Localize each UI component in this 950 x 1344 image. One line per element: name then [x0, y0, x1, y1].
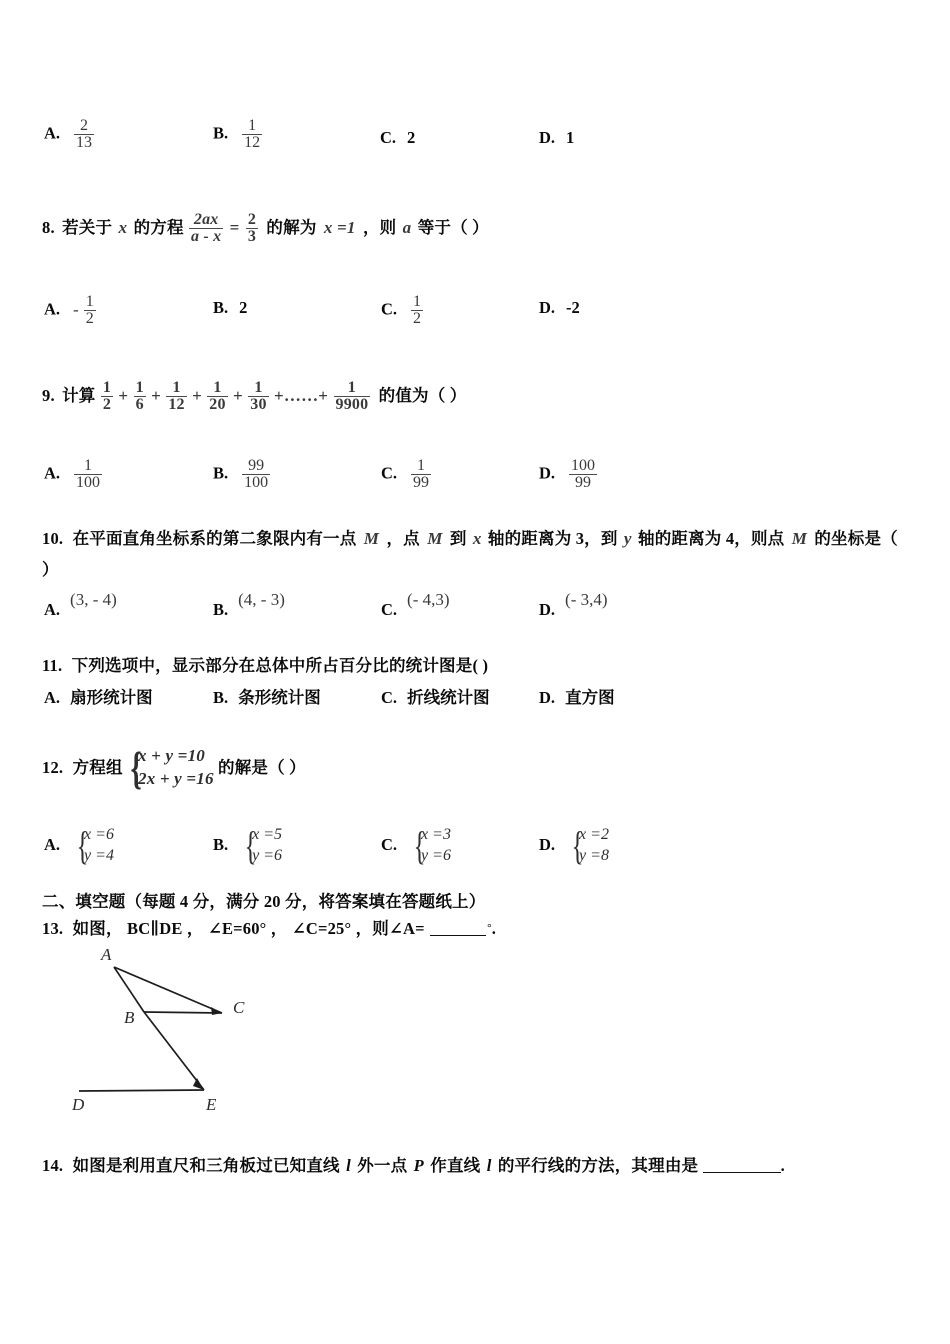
q9-term-1: [101, 380, 113, 414]
option-d-q8[interactable]: [539, 298, 580, 318]
option-d-value: -2: [566, 298, 580, 317]
fraction-denominator: 100: [76, 474, 101, 492]
figure-svg: [50, 945, 310, 1135]
fraction-numerator: 1: [254, 379, 263, 396]
fraction-denominator: 3: [247, 228, 257, 246]
option-a-q11[interactable]: [44, 684, 153, 708]
question-13-text-1: 如图，: [72, 919, 123, 938]
fraction-numerator: 1: [417, 457, 426, 474]
segment-de: [79, 1090, 204, 1091]
option-a-label: A.: [44, 688, 61, 707]
option-d-system: { x =2 y =8: [571, 822, 609, 868]
fraction-numerator: 1: [413, 293, 422, 310]
question-8-rhs-fraction: [246, 212, 258, 246]
question-10-text-5: 轴的距离为 4，则点: [638, 529, 785, 548]
option-a-fraction: [74, 458, 102, 492]
option-d-q12[interactable]: [539, 822, 609, 868]
line-l-1: l: [346, 1156, 351, 1175]
question-9-text-1: 计算: [62, 386, 96, 406]
question-14-stem: [42, 1152, 785, 1176]
question-14-text-4: 的平行线的方法，其理由是: [497, 1156, 699, 1175]
question-10-stem-line2: ）: [42, 560, 59, 579]
system-line-2: y =4: [84, 846, 114, 864]
question-9-number: 9.: [42, 386, 55, 406]
figure-label-b: B: [124, 1008, 135, 1027]
question-8-var-a: a: [402, 218, 412, 238]
option-b-q10[interactable]: [213, 590, 285, 620]
option-c-q10[interactable]: [381, 590, 450, 620]
option-d-label: D.: [539, 834, 556, 854]
option-d-q11[interactable]: [539, 684, 615, 708]
option-d-label: D.: [539, 600, 556, 619]
question-9-stem: [42, 380, 466, 414]
option-a-q7[interactable]: [44, 118, 95, 152]
option-b-system: { x =5 y =6: [244, 822, 283, 868]
question-14-text-3: 作直线: [430, 1156, 481, 1175]
question-13-text-3: ，: [270, 919, 288, 938]
option-b-label: B.: [213, 123, 229, 143]
question-11-text: 下列选项中，显示部分在总体中所占百分比的统计图是( ): [71, 656, 489, 675]
fraction-denominator: 13: [76, 134, 93, 152]
question-10-text-1: 在平面直角坐标系的第二象限内有一点: [72, 529, 357, 548]
fraction-numerator: 2: [80, 117, 89, 134]
degree-symbol: °: [487, 922, 492, 934]
option-a-q9[interactable]: [44, 458, 103, 492]
option-b-fraction: [242, 118, 262, 152]
question-12-stem: [42, 741, 306, 793]
question-14-answer-blank[interactable]: [703, 1156, 781, 1173]
option-d-value: (- 3,4): [565, 590, 608, 609]
fraction-numerator: 2ax: [193, 211, 219, 228]
section-2-heading: 二、填空题（每题 4 分，满分 20 分，将答案填在答题纸上）: [42, 892, 486, 911]
fraction-numerator: 2: [247, 211, 257, 228]
question-13-angle-e: ∠E=60°: [207, 919, 267, 938]
question-13-angle-c: ∠C=25°: [291, 919, 352, 938]
fraction-denominator: 12: [168, 396, 185, 414]
fraction-denominator: 2: [85, 310, 94, 328]
point-p: P: [413, 1156, 424, 1175]
plus-sign: +: [233, 386, 243, 406]
option-b-value: (4, - 3): [238, 590, 285, 609]
q9-term-4: [207, 380, 227, 414]
option-a-q12[interactable]: [44, 822, 114, 868]
question-10-text-4: 轴的距离为 3，到: [487, 529, 618, 548]
option-b-label: B.: [213, 834, 229, 854]
question-10-text-2: ，点: [386, 529, 420, 548]
system-equation-1: x + y =10: [138, 746, 205, 765]
fraction-denominator: 6: [135, 396, 144, 414]
system-line-1: x =6: [84, 826, 114, 843]
option-c-fraction: [411, 458, 431, 492]
option-b-value: 2: [239, 298, 248, 317]
option-c-q9[interactable]: [381, 458, 432, 492]
option-c-q11[interactable]: [381, 684, 490, 708]
option-b-q9[interactable]: [213, 458, 271, 492]
option-b-label: B.: [213, 463, 229, 483]
option-b-q11[interactable]: [213, 684, 321, 708]
q9-last-term: [334, 380, 371, 414]
segment-be: [144, 1012, 204, 1090]
system-line-2: y =6: [252, 846, 283, 864]
system-line-1: x =5: [252, 826, 283, 843]
option-d-label: D.: [539, 128, 556, 147]
option-d-value: 直方图: [565, 688, 615, 707]
option-c-fraction: [411, 294, 423, 328]
question-14-period: .: [780, 1156, 785, 1175]
fraction-numerator: 1: [248, 117, 257, 134]
fraction-denominator: 9900: [335, 396, 369, 414]
figure-label-c: C: [233, 998, 245, 1017]
option-a-label: A.: [44, 463, 61, 483]
question-8-lhs-fraction: [189, 212, 223, 246]
question-8-text-1: 若关于: [62, 218, 113, 238]
plus-sign: +: [192, 386, 202, 406]
option-a-label: A.: [44, 299, 61, 319]
fraction-denominator: 20: [209, 396, 226, 414]
figure-label-a: A: [101, 945, 112, 964]
point-m-3: M: [791, 529, 808, 548]
option-b-value: 条形统计图: [238, 688, 321, 707]
question-13-text-4: ，则∠A=: [355, 919, 425, 938]
segment-bc: [144, 1012, 222, 1013]
figure-label-e: E: [206, 1095, 217, 1114]
fraction-denominator: a - x: [191, 228, 222, 246]
option-d-label: D.: [539, 298, 556, 317]
option-d-fraction: [569, 458, 597, 492]
option-b-q12[interactable]: [213, 822, 283, 868]
question-13-text-2: ，: [186, 919, 204, 938]
q9-ellipsis: +……+: [273, 386, 329, 406]
question-13-answer-blank[interactable]: [430, 919, 486, 936]
q9-term-2: [134, 380, 146, 414]
system-line-1: x =3: [421, 826, 451, 843]
question-11-stem: [42, 652, 488, 676]
plus-sign: +: [118, 386, 129, 406]
question-10-text-3: M: [427, 529, 443, 548]
question-10-stem-line1: [42, 525, 898, 549]
option-a-value: (3, - 4): [70, 590, 117, 609]
question-13-stem: [42, 915, 496, 939]
option-c-label: C.: [381, 834, 398, 854]
fraction-denominator: 30: [250, 396, 267, 414]
question-14-text-2: 外一点: [357, 1156, 408, 1175]
option-c-q8[interactable]: [381, 294, 424, 328]
fraction-denominator: 12: [244, 134, 261, 152]
option-b-label: B.: [213, 600, 229, 619]
question-9-text-2: 的值为（ ）: [378, 386, 467, 406]
question-8-stem: [42, 212, 489, 246]
fraction-denominator: 99: [569, 474, 597, 491]
fraction-numerator: 1: [102, 379, 112, 396]
axis-y: y: [623, 529, 632, 548]
fraction-numerator: 1: [347, 379, 356, 396]
question-13-number: 13.: [42, 919, 64, 938]
question-8-text-4: ，则: [362, 218, 397, 238]
option-b-fraction: [242, 458, 270, 492]
question-12-text-1: 方程组: [72, 758, 123, 778]
option-a-label: A.: [44, 123, 61, 143]
option-c-q12[interactable]: [381, 822, 451, 868]
figure-label-d: D: [72, 1095, 85, 1114]
system-line-2: y =6: [421, 846, 451, 864]
system-line-1: x =2: [579, 826, 609, 843]
option-b-label: B.: [213, 688, 229, 707]
system-line-2: y =8: [579, 846, 609, 864]
question-8-text-2: 的方程: [133, 218, 184, 238]
question-8-text-5: 等于（ ）: [417, 218, 489, 238]
fraction-denominator: 2: [413, 310, 422, 328]
question-10-text-3b: 到: [449, 529, 467, 548]
option-a-q8[interactable]: [44, 294, 97, 328]
question-10-number: 10.: [42, 529, 64, 548]
question-8-solution: x =1: [323, 218, 356, 238]
option-b-label: B.: [213, 298, 229, 317]
fraction-numerator: 1: [135, 379, 144, 396]
question-10-text-6: 的坐标是（: [814, 529, 898, 548]
option-a-system: { x =6 y =4: [76, 822, 114, 868]
plus-sign: +: [151, 386, 162, 406]
fraction-numerator: 100: [571, 457, 596, 474]
option-d-label: D.: [539, 463, 556, 483]
question-12-text-2: 的解是（ ）: [218, 758, 306, 778]
system-equation-2: 2x + y =16: [138, 768, 214, 788]
option-b-q7[interactable]: [213, 118, 263, 152]
question-14-number: 14.: [42, 1156, 64, 1175]
arrowhead-e: [193, 1078, 204, 1090]
option-c-value: 2: [407, 128, 416, 147]
fraction-numerator: 1: [213, 379, 222, 396]
question-8-text-3: 的解为: [266, 218, 317, 238]
question-11-number: 11.: [42, 656, 63, 675]
option-a-label: A.: [44, 834, 61, 854]
point-m-1: M: [363, 529, 380, 548]
q9-term-3: [166, 380, 186, 414]
triangle-abc-de-figure: [50, 945, 310, 1135]
q9-term-5: [248, 380, 268, 414]
option-d-q7[interactable]: [539, 128, 574, 148]
fraction-denominator: 2: [102, 396, 112, 414]
option-d-value: 1: [566, 128, 575, 147]
fraction-numerator: 1: [85, 293, 94, 310]
option-c-label: C.: [381, 463, 398, 483]
option-c-value: 折线统计图: [407, 688, 490, 707]
question-8-var-x: x: [118, 218, 128, 238]
axis-x: x: [472, 529, 482, 548]
fraction-numerator: 1: [84, 457, 93, 474]
option-a-value: 扇形统计图: [70, 688, 153, 707]
question-13-period: .: [491, 919, 497, 938]
option-c-value: (- 4,3): [407, 590, 450, 609]
question-8-number: 8.: [42, 218, 55, 238]
option-d-q10[interactable]: [539, 590, 608, 620]
fraction-denominator: 99: [413, 474, 430, 492]
option-a-label: A.: [44, 600, 61, 619]
option-a-q10[interactable]: [44, 590, 117, 620]
option-c-label: C.: [381, 688, 398, 707]
line-l-2: l: [486, 1156, 492, 1175]
fraction-denominator: 100: [244, 474, 269, 492]
option-c-system: { x =3 y =6: [413, 822, 451, 868]
option-c-label: C.: [381, 299, 398, 319]
option-c-label: C.: [381, 600, 398, 619]
question-12-number: 12.: [42, 758, 64, 778]
question-12-system: { x + y =10 2x + y =16: [130, 741, 214, 793]
minus-sign: -: [73, 299, 79, 319]
fraction-numerator: 99: [248, 457, 265, 474]
equals-sign: =: [229, 218, 240, 238]
option-a-fraction: [74, 118, 94, 152]
option-c-label: C.: [380, 128, 397, 147]
option-a-fraction: [84, 294, 96, 328]
fraction-numerator: 1: [172, 379, 181, 396]
option-d-label: D.: [539, 688, 556, 707]
option-b-q8[interactable]: [213, 298, 247, 318]
option-d-q9[interactable]: [539, 458, 598, 492]
question-13-bc-de: BC∥DE: [127, 919, 183, 938]
question-14-text-1: 如图是利用直尺和三角板过已知直线: [72, 1156, 340, 1175]
option-c-q7[interactable]: [380, 128, 415, 148]
